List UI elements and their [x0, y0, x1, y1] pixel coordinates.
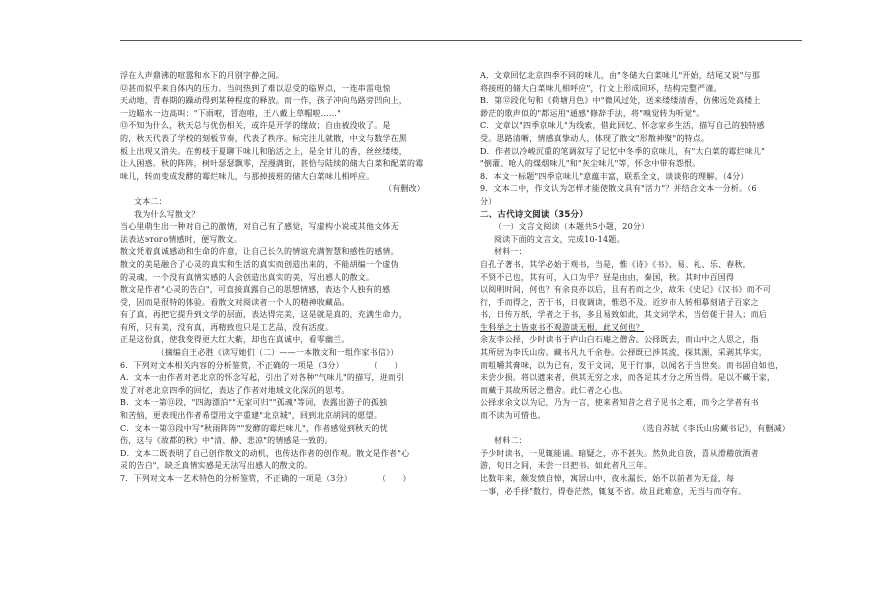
text-line: 和苦恼，更表现出作者希望用文字重建"北京城"，回到北京胡同的愿望。 — [120, 411, 382, 421]
text-line: B．文本一第⑪段，"四海漂泊""无家可归""孤魂"等词，表露出游子的孤独 — [120, 398, 388, 408]
text-line: 我为什么写散文？ — [134, 209, 200, 219]
text-line: 比数年来，颇发愤自悼，寓居山中，夜永漏长，始不以前者为无益，每 — [480, 474, 735, 483]
text-line: D．作者以冷峻沉重的笔调叙写了记忆中冬季的京味儿，有"大白菜的霉烂味儿" — [480, 146, 765, 156]
text-line: 以阅明时间，何也？有余良亦以后，且有若而之少，故朱《史记》《汉书》而不可 — [480, 285, 772, 295]
text-line: 不贤不已也，其有可，入口为乎？昼是由由，秦国，秋。其时中百国得 — [480, 272, 735, 282]
text-line: 而不读为可惜也。 — [480, 411, 546, 421]
text-line: 有了真，再把它提升到文学的层面，表达得完美，这是就是真的，充满生命力， — [120, 310, 407, 320]
text-line: 游，旬日之间，未尝一日把书。如此者凡三年。 — [480, 461, 653, 471]
text-line: 的，秋天代表了学校的刻板节奏，代表了秩序。标完注儿就散，中文与数学在黑 — [120, 133, 407, 143]
text-line: 未尝少损。将以遗来者，供其无穷之求，而各足其才分之所当得。是以不藏于家， — [480, 373, 776, 383]
text-line: 9．文本二中，作文认为怎样才能使散文具有"活力"？并结合文本一分析。（6 — [480, 184, 757, 194]
text-line: 分） — [480, 196, 497, 206]
text-line: 渺茫的歌声似的"都运用"通感"修辞手法，将"嗅觉转为听觉"。 — [480, 108, 705, 118]
text-line: 6．下列对文本相关内容的分析鉴赏，不正确的一项是（3分） （ ） — [120, 360, 403, 370]
text-line: C．文本一第⑬段中写"秋雨阵阵""发酵的霉烂味儿"，作者感觉到秋天的忧 — [120, 423, 388, 433]
text-line: "倒灌、呛人的煤烟味儿"和"灰尘味儿"等，怀念中带有怨恨。 — [480, 159, 701, 169]
text-line: 散文是作者"心灵的告白"，可直接真露自己的思想情感，表达个人独有的感 — [120, 285, 391, 295]
text-line: 有所，只有美，没有真，再精致也只是工艺品，没有活度。 — [120, 322, 334, 332]
answer-parentheses: （ ） — [373, 360, 403, 370]
answer-parentheses: （ ） — [381, 474, 411, 483]
text-line: 散文凭着真诚感动和生命的许意，让自己长久的情谊充满智慧和感性的感情。 — [120, 247, 399, 257]
text-line: 其所居为李氏山房。藏书凡九千余卷。公择既已涉其流，探其源，采剥其华实， — [480, 348, 767, 358]
text-line: 浮在人声鼎沸的喧嚣和水下的月别字静之间。 — [120, 71, 284, 80]
text-line: 灵的告白"，缺乏真情实感是无法写出感人的散文的。 — [120, 461, 313, 471]
text-line: 受。思路清晰，情感真挚动人，体现了散文"形散神聚"的特点。 — [480, 133, 710, 143]
text-line: 7．下列对文本一艺术特色的分析鉴赏，不正确的一项是（3分） （ ） — [120, 474, 411, 483]
text-line: 自孔子著书，其学必始于观书，当是，惟《诗》《书》、易、礼、乐、春秋， — [480, 259, 751, 269]
text-line: （摘编自王必胜《读写她们（二）——一本散文和一组作家书信》） — [156, 348, 399, 358]
text-line: 发了对老北京四季的回忆，表达了作者对地域文化深沉的思考。 — [120, 385, 350, 395]
text-line: D．文本二既表明了自己创作散文的动机，也传达作者的创作观。散文是作者"心 — [120, 448, 410, 458]
text-line: 当心里萌生出一种对自己的激情，对自己有了感觉，写虚构小说或其他文体无 — [120, 222, 399, 232]
text-line: 一边瞄水一边高叫："下雨啦，冒泡啦，王八戴上草帽啦……" — [120, 108, 341, 118]
sub-heading: （一）文言文阅读（本题共5小题，20分） — [494, 222, 650, 232]
instruction: 阅读下面的文言文，完成10-14题。 — [494, 234, 625, 244]
text-line: 生科举之士皆束书不观游谈无根，此又何也？ — [480, 322, 644, 332]
text-line: 让人困惑。秋的阵阵，树叶瑟瑟飘零，涅漫满街，甚恰与陆续的储大白菜和配菜的霉 — [120, 159, 424, 169]
text-line: 受，因而是很特的体验。看散文对阅读者一个人的精神收藏品。 — [120, 297, 350, 307]
text-line: A．文章回忆北京四季不同的味儿，由"冬储大白菜味儿"开始，结尾又说"与那 — [480, 71, 761, 80]
text-line: 将接班的储大白菜味儿相呼应"，行文上形成回环，结构完整严谨。 — [480, 83, 722, 93]
material-title: 材料一： — [494, 247, 527, 257]
text-line: （有删改） — [384, 184, 425, 194]
text-line: 板上出现又消失。在剪枝于夏聊下味儿和胎活之上，是全甘儿的香，丝丝缕缕， — [120, 146, 407, 156]
right-column — [480, 70, 800, 607]
text-line: ⑬不知为什么，秋天总与优伤相关，或许是开学的缘故；自由被没收了。是 — [120, 121, 391, 131]
text-line: 行，手而得之，苦于书，日夜调读，惟恐不及。近岁市人转相摹刻诸子百家之 — [480, 297, 759, 307]
text-line: 而藏于其故所居之僧舍。此仁者之心也。 — [480, 385, 628, 395]
text-line: 伤，这与《故都的秋》中"清、静、悲凉"的情感是一致的。 — [120, 436, 333, 446]
text-line: 一事，必手择"数行，得卷茫然，辄复不省。故且此难意，无当与而夺有。 — [480, 486, 747, 496]
text-line: 法表达этого情感时，便写散文。 — [120, 234, 243, 244]
text-line: 予少时读书，一见辄能诵。暗疑之，亦不甚失。然负此自放，喜从滑稽放酒者 — [480, 448, 759, 458]
text-line: 书，日传万纸，学者之于书，多且易致如此，其文词学术，当倍蓰于昔人；而后 — [480, 310, 767, 320]
text-line: 公择求余文以为记，乃为一言，使来者知昔之君子见书之难，而今之学者有书 — [480, 398, 759, 408]
text-line: B．第⑫段化句和《荷塘月色》中"微风过处，送来缕缕清香，仿佛远处高楼上 — [480, 96, 761, 106]
source-note: （选自苏轼《李氏山房藏书记》，有删减） — [638, 423, 790, 433]
text-line: 味儿，转而变成发酵的霉烂味儿，与那掉接班的储大白菜味儿相呼应。 — [120, 171, 375, 181]
left-column — [120, 70, 435, 607]
text-line: ⑫甚而似乎来自体内的压力。当问热到了难以忍受的临界点，一连串雷电惊 — [120, 83, 391, 93]
material-title: 材料二： — [494, 436, 527, 446]
text-line: 余友李公择，少时读书于庐山白石庵之僧舍。公择既去，而山中之人思之，指 — [480, 335, 759, 345]
text-line: A．文本一由作者对老北京的怀念写起，引出了对各种"气味儿"的描写，进而引 — [120, 373, 405, 383]
section-heading: 二、古代诗文阅读（35分） — [480, 209, 588, 220]
text-line: 正是这份真，使我变得更大红大紫，却也在真诚中，看零幽兰。 — [120, 335, 350, 345]
text-line: C．文章以"四季京味儿"为线索，借此回忆、怀念家乡生活，描写自己的独特感 — [480, 121, 765, 131]
text-line: 的灵魂，一个没有真情实感的人会创造出真实的美，写出感人的散文。 — [120, 272, 375, 282]
text-line: 天动地，青春期的躁动得到某种程度的释放。而一作，孩子冲向鸟路旁凹向上， — [120, 96, 407, 106]
text-line: 文本二： — [134, 196, 167, 206]
text-line: 而咀嚼其膏味，以为已有，发于文词，见于行事，以闻名于当世矣。而书固自如也， — [480, 360, 784, 370]
text-line: 8．本文一标题"四季京味儿"意蕴丰富，联系全文，谈谈你的理解。（4分） — [480, 171, 749, 181]
top-rule — [120, 40, 802, 41]
text-line: 散文的美是融合了心灵的真实和生活的真实而创造出来的，不能胡编一个虚伪 — [120, 259, 399, 269]
